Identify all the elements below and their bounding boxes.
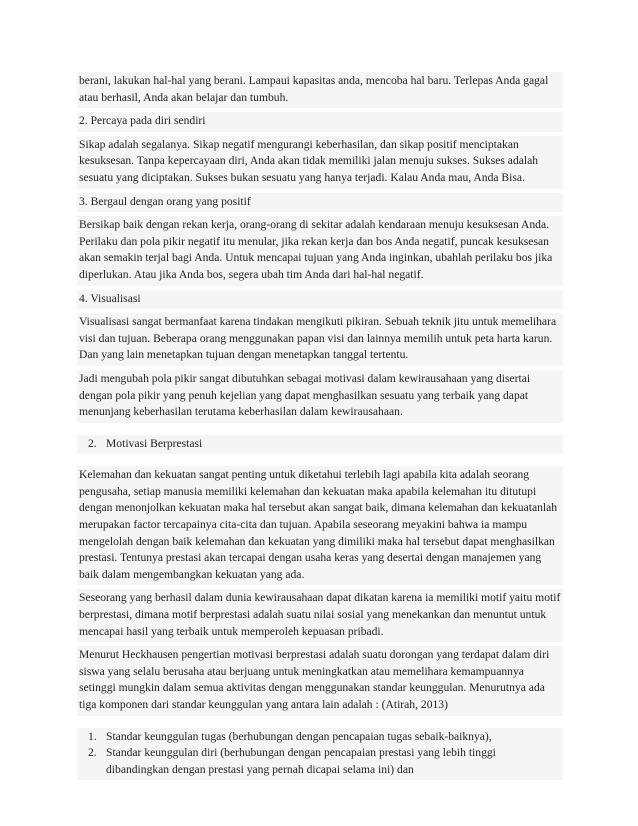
- paragraph: Bersikap baik dengan rekan kerja, orang-orang di sekitar adalah kendaraan menuju kesuksesan Anda. Perilaku dan pola pikir negatif itu menular, jika rekan kerja dan bos Anda negatif, puncak kesuksesan akan semakin terjal bagi Anda. Untuk mencapai tujuan yang Anda inginkan, ubahlah perilaku bos jika diperlukan. Atau jika Anda bos, segera ubah tim Anda dari hal-hal negatif.: [79, 218, 553, 281]
- list-block: [77, 728, 563, 781]
- subheading: 3. Bergaul dengan orang yang positif: [79, 194, 251, 208]
- list-number: 1.: [88, 729, 97, 743]
- list-item-text: Standar keunggulan tugas (berhubungan dengan pencapaian tugas sebaik-baiknya),: [106, 729, 492, 743]
- section-heading-block: [77, 435, 563, 455]
- paragraph-block: [77, 193, 563, 213]
- paragraph-block: [77, 216, 563, 285]
- paragraph: Sikap adalah segalanya. Sikap negatif mengurangi keberhasilan, dan sikap positif menciptakan kesuksesan. Tanpa kepercayaan diri, Anda akan tidak memiliki jalan menuju sukses. Sukses adalah sesuatu yang diciptakan. Sukses bukan sesuatu yang hanya terjadi. Kalau Anda mau, Anda Bisa.: [79, 137, 539, 184]
- paragraph-block: [77, 646, 563, 715]
- paragraph: Menurut Heckhausen pengertian motivasi berprestasi adalah suatu dorongan yang terdapat dalam diri siswa yang selalu berusaha atau berjuang untuk meningkatkan atau memelihara kemampuannya setinggi mungkin dalam semua aktivitas dengan menggunakan standar keunggulan. Menurutnya ada tiga komponen dari standar keunggulan yang antara lain adalah : (Atirah, 2013): [79, 648, 550, 711]
- list-number: 2.: [88, 436, 97, 450]
- paragraph: berani, lakukan hal-hal yang berani. Lampaui kapasitas anda, mencoba hal baru. Terlepas Anda gagal atau berhasil, Anda akan belajar dan tumbuh.: [79, 74, 549, 104]
- section-heading: [79, 436, 561, 453]
- section-heading-label: Motivasi Berprestasi: [106, 436, 203, 450]
- paragraph: Kelemahan dan kekuatan sangat penting untuk diketahui terlebih lagi apabila kita adalah seorang pengusaha, setiap manusia memiliki kelemahan dan kekuatan maka apabila kelemahan itu ditutupi dengan menonjolkan kekuatan maka hal tersebut akan sangat baik, dimana kelemahan dan kekuatanlah merupakan factor tercapainya cita-cita dan tujuan. Apabila seseorang meyakini bahwa ia mampu mengelolah dengan baik kelemahan dan kekuatan yang dimiliki maka hal tersebut dapat menghasilkan prestasi. Tentunya prestasi akan tercapai dengan usaha keras yang desertai dengan manajemen yang baik dalam mengembangkan kekuatan yang ada.: [79, 468, 558, 581]
- numbered-list: [79, 729, 561, 779]
- paragraph-block: [77, 313, 563, 366]
- document-page: [77, 72, 563, 784]
- list-item: [79, 745, 561, 778]
- paragraph-block: [77, 290, 563, 310]
- paragraph: Visualisasi sangat bermanfaat karena tindakan mengikuti pikiran. Sebuah teknik jitu untuk memelihara visi dan tujuan. Beberapa orang menggunakan papan visi dan lainnya memilih untuk peta harta karun. Dan yang lain menetapkan tujuan dengan menetapkan tanggal tertentu.: [79, 315, 557, 362]
- paragraph-block: [77, 72, 563, 108]
- subheading: 4. Visualisasi: [79, 291, 141, 305]
- paragraph-block: [77, 112, 563, 132]
- paragraph-block: [77, 136, 563, 189]
- list-item: [79, 729, 561, 746]
- paragraph: Seseorang yang berhasil dalam dunia kewirausahaan dapat dikatan karena ia memiliki motif yaitu motif berprestasi, dimana motif berprestasi adalah suatu nilai sosial yang menekankan dan menuntut untuk mencapai hasil yang terbaik untuk memperoleh kepuasan pribadi.: [79, 591, 561, 638]
- paragraph-block: [77, 370, 563, 423]
- paragraph-block: [77, 589, 563, 642]
- paragraph-block: [77, 466, 563, 585]
- paragraph: Jadi mengubah pola pikir sangat dibutuhkan sebagai motivasi dalam kewirausahaan yang disertai dengan pola pikir yang penuh kejelian yang dapat menghasilkan sesuatu yang terbaik yang dapat menunjang keberhasilan terutama keberhasilan dalam kewirausahaan.: [79, 371, 531, 419]
- subheading: 2. Percaya pada diri sendiri: [79, 114, 206, 128]
- list-item-text: Standar keunggulan diri (berhubungan dengan pencapaian prestasi yang lebih tinggi dibandingkan dengan prestasi yang pernah dicapai selama ini) dan: [106, 746, 496, 776]
- list-number: 2.: [88, 746, 97, 760]
